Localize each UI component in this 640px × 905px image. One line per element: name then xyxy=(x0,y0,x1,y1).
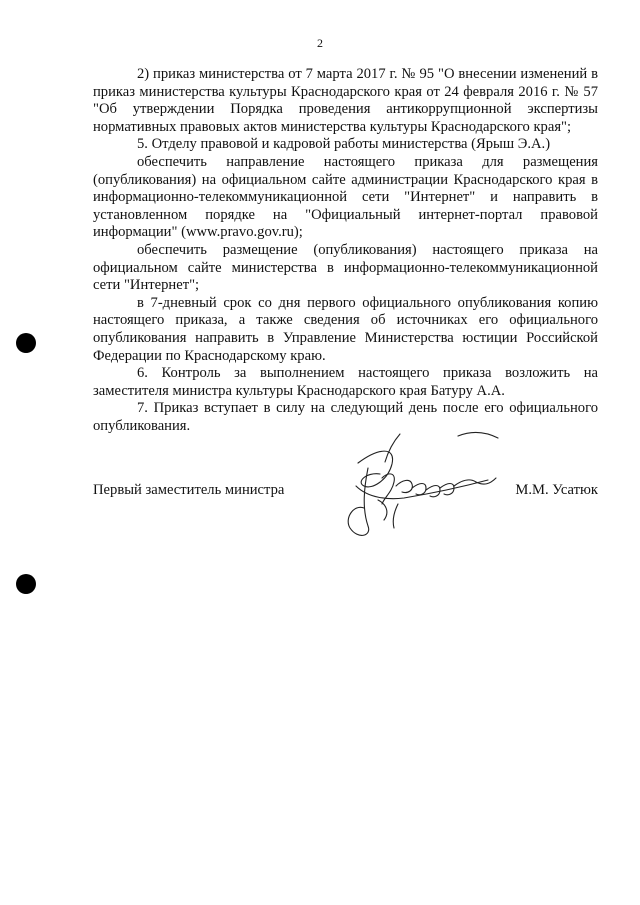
paragraph-item-6: 6. Контроль за выполнением настоящего приказа возложить на заместителя министра культуры Краснодарского края Батуру А.А. xyxy=(93,365,598,399)
signer-title: Первый заместитель министра xyxy=(93,482,285,498)
page-number: 2 xyxy=(317,36,323,50)
handwritten-signature xyxy=(338,428,518,543)
document-body xyxy=(93,66,598,435)
paragraph-send-to-justice: в 7-дневный срок со дня первого официального опубликования копию настоящего приказа, а также сведения об источниках его официального опубликования направить в Управление Министерства юстиции Российской Федерации по Краснодарскому краю. xyxy=(93,294,598,364)
signer-name: М.М. Усатюк xyxy=(515,482,598,498)
paragraph-item-5: 5. Отделу правовой и кадровой работы министерства (Ярыш Э.А.) xyxy=(137,136,551,153)
paragraph-publish-regional-site: обеспечить направление настоящего приказа для размещения (опубликования) на официальном сайте администрации Краснодарского края в информационно-телекоммуникационной сети "Интернет" и направить в установленном порядке на "Официальный интернет-портал правовой информации" (www.pravo.gov.ru); xyxy=(93,153,598,241)
paragraph-publish-ministry-site: обеспечить размещение (опубликования) настоящего приказа на официальном сайте министерства в информационно-телекоммуникационной сети "Интернет"; xyxy=(93,241,598,294)
punch-hole-bottom xyxy=(16,574,36,594)
punch-hole-top xyxy=(16,333,36,353)
paragraph-repealed-order: 2) приказ министерства от 7 марта 2017 г. № 95 "О внесении изменений в приказ министерства культуры Краснодарского края от 24 февраля 2016 г. № 57 "Об утверждении Порядка проведения антикоррупционной экспертизы нормативных правовых актов министерства культуры Краснодарского края"; xyxy=(93,66,598,135)
paragraph-item-7: 7. Приказ вступает в силу на следующий день после его официального опубликования. xyxy=(93,400,598,434)
